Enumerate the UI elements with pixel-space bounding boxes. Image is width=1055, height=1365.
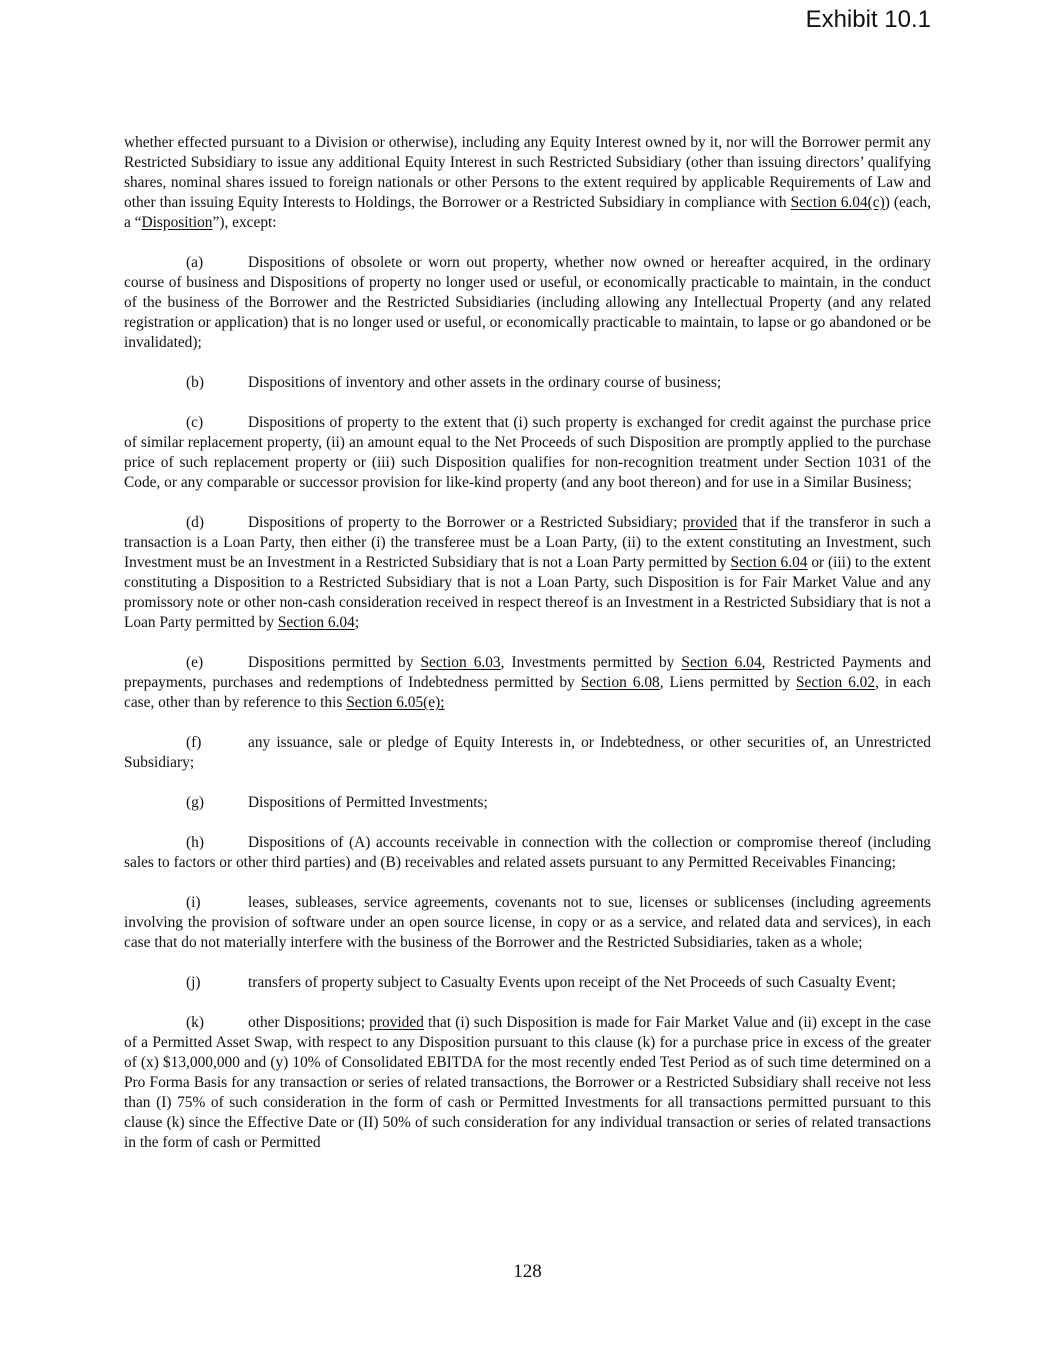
clause-label: (h) (186, 834, 204, 851)
clause-a: (a) Dispositions of obsolete or worn out property, whether now owned or hereafter acquired, in the ordinary course of business and Dispositions of property no longer used or useful, or economically practicable to maintain, in the conduct of the business of the Borrower and the Restricted Subsidiaries (including allowing any Intellectual Property (and any related registration or application) that is no longer used or useful, or economically practicable to maintain, to lapse or go abandoned or be invalidated); (124, 254, 931, 351)
clause-f: (f) any issuance, sale or pledge of Equity Interests in, or Indebtedness, or other securities of, an Unrestricted Subsidiary; (124, 734, 931, 771)
clause-label: (b) (186, 374, 204, 391)
section-ref: Section 6.04 (681, 654, 762, 671)
clause-h: (h) Dispositions of (A) accounts receivable in connection with the collection or compromise thereof (including sales to factors or other third parties) and (B) receivables and related assets pursuant to any Permitted Receivables Financing; (124, 834, 931, 871)
section-ref: Section 6.08 (580, 674, 660, 691)
section-ref: Section 6.02 (796, 674, 876, 691)
provided-term: provided (682, 514, 738, 531)
clause-label: (g) (186, 794, 204, 811)
clause-label: (j) (186, 974, 201, 991)
clause-label: (c) (186, 414, 204, 431)
exhibit-label: Exhibit 10.1 (805, 6, 931, 33)
page-number: 128 (513, 1261, 542, 1282)
clause-label: (e) (186, 654, 204, 671)
section-ref: Section 6.04(c) (790, 194, 885, 211)
clause-label: (a) (186, 254, 204, 271)
clause-k: (k) other Dispositions; provided that (i) such Disposition is made for Fair Market Value and (ii) except in the case of a Permitted Asset Swap, with respect to any Disposition pursuant to this clause (k) for a purchase price in excess of the greater of (x) $13,000,000 and (y) 10% of Consolidated EBITDA for the most recently ended Test Period as of such time determined on a Pro Forma Basis for any transaction or series of related transactions, the Borrower or a Restricted Subsidiary shall receive not less than (I) 75% of such consideration in the form of cash or Permitted Investments for all transactions permitted pursuant to this clause (k) since the Effective Date or (II) 50% of such consideration for any individual transaction or series of related transactions in the form of cash or Permitted (124, 1014, 932, 1151)
clause-label: (i) (186, 894, 201, 911)
clause-c: (c) Dispositions of property to the extent that (i) such property is exchanged for credit against the purchase price of similar replacement property, (ii) an amount equal to the Net Proceeds of such Disposition are promptly applied to the purchase price of such replacement property or (iii) such Disposition qualifies for non-recognition treatment under Section 1031 of the Code, or any comparable or successor provision for like-kind property (and any boot thereon) and for use in a Similar Business; (124, 414, 931, 491)
document-body (124, 133, 931, 1173)
provided-term: provided (369, 1014, 424, 1031)
clause-i: (i) leases, subleases, service agreements, covenants not to sue, licenses or sublicenses (including agreements involving the provision of software under an open source license, in copy or as a service, and related data and services), in each case that do not materially interfere with the business of the Borrower and the Restricted Subsidiaries, taken as a whole; (124, 894, 931, 951)
clause-label: (d) (186, 514, 204, 531)
clause-g: (g) Dispositions of Permitted Investments; (186, 794, 488, 811)
defined-term: Disposition (141, 214, 213, 231)
section-ref: Section 6.03 (420, 654, 501, 671)
section-ref: Section 6.04 (730, 554, 808, 571)
clause-d: (d) Dispositions of property to the Borrower or a Restricted Subsidiary; provided that if the transferor in such a transaction is a Loan Party, then either (i) the transferee must be a Loan Party, (ii) to the extent constituting an Investment, such Investment must be an Investment in a Restricted Subsidiary that is not a Loan Party permitted by Section 6.04 or (iii) to the extent constituting a Disposition to a Restricted Subsidiary that is not a Loan Party, such Disposition is for Fair Market Value and any promissory note or other non-cash consideration received in respect thereof is an Investment in a Restricted Subsidiary that is not a Loan Party permitted by Section 6.04; (124, 514, 932, 631)
section-ref: Section 6.04 (277, 614, 355, 631)
clause-label: (k) (186, 1014, 204, 1031)
clause-label: (f) (186, 734, 202, 751)
clause-j: (j) transfers of property subject to Casualty Events upon receipt of the Net Proceeds of such Casualty Event; (186, 974, 896, 991)
intro-paragraph: whether effected pursuant to a Division or otherwise), including any Equity Interest owned by it, nor will the Borrower permit any Restricted Subsidiary to issue any additional Equity Interest in such Restricted Subsidiary (other than issuing directors’ qualifying shares, nominal shares issued to foreign nationals or other Persons to the extent required by applicable Requirements of Law and other than issuing Equity Interests to Holdings, the Borrower or a Restricted Subsidiary in compliance with Section 6.04(c)) (each, a “Disposition”), except: (124, 134, 932, 231)
section-ref: Section 6.05(e); (346, 694, 445, 711)
clause-e: (e) Dispositions permitted by Section 6.03, Investments permitted by Section 6.04, Restricted Payments and prepayments, purchases and redemptions of Indebtedness permitted by Section 6.08, Liens permitted by Section 6.02, in each case, other than by reference to this Section 6.05(e); (124, 654, 932, 711)
clause-b: (b) Dispositions of inventory and other assets in the ordinary course of business; (186, 374, 722, 391)
